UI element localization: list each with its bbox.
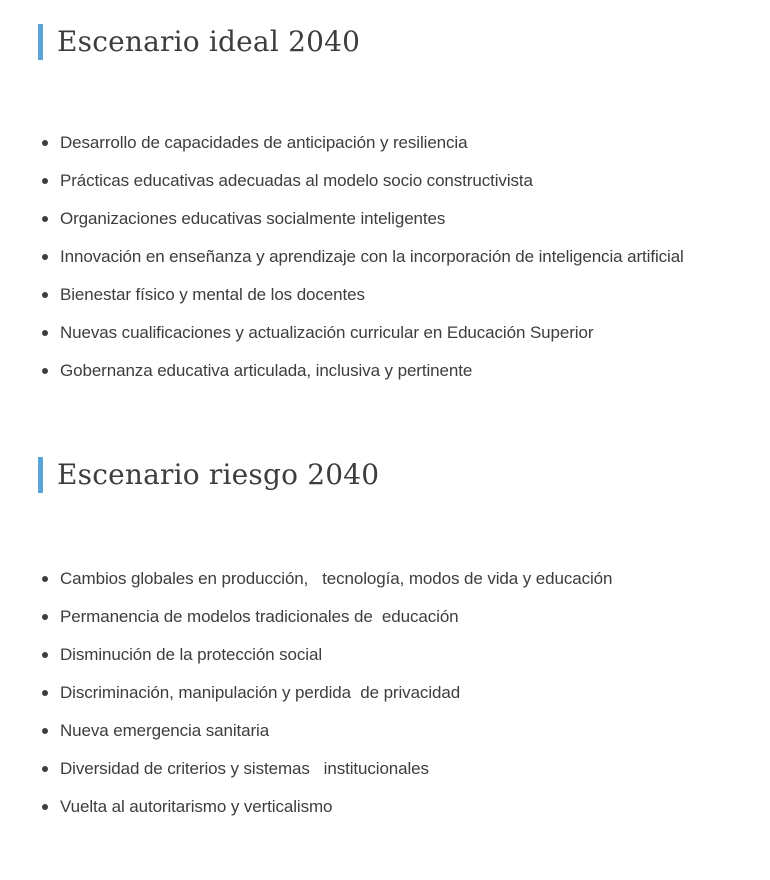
list-item: Vuelta al autoritarismo y verticalismo xyxy=(40,788,770,826)
heading-accent-bar xyxy=(38,24,43,60)
list-item: Disminución de la protección social xyxy=(40,636,770,674)
section-ideal-heading-text: Escenario ideal 2040 xyxy=(57,25,361,58)
list-item: Bienestar físico y mental de los docentes xyxy=(40,276,770,314)
list-item: Gobernanza educativa articulada, inclusiva y pertinente xyxy=(40,352,770,390)
list-item: Nueva emergencia sanitaria xyxy=(40,712,770,750)
list-item: Organizaciones educativas socialmente inteligentes xyxy=(40,200,770,238)
document-page xyxy=(0,24,770,826)
section-escenario-ideal xyxy=(0,24,770,390)
list-item: Cambios globales en producción, tecnología, modos de vida y educación xyxy=(40,560,770,598)
section-riesgo-heading xyxy=(38,457,770,493)
list-item: Permanencia de modelos tradicionales de educación xyxy=(40,598,770,636)
list-item: Nuevas cualificaciones y actualización curricular en Educación Superior xyxy=(40,314,770,352)
section-riesgo-list xyxy=(40,560,770,826)
list-item: Desarrollo de capacidades de anticipación y resiliencia xyxy=(40,124,770,162)
list-item: Prácticas educativas adecuadas al modelo socio constructivista xyxy=(40,162,770,200)
list-item: Diversidad de criterios y sistemas institucionales xyxy=(40,750,770,788)
section-escenario-riesgo xyxy=(0,457,770,826)
list-item: Innovación en enseñanza y aprendizaje con la incorporación de inteligencia artificial xyxy=(40,238,770,276)
section-ideal-list xyxy=(40,124,770,390)
list-item: Discriminación, manipulación y perdida de privacidad xyxy=(40,674,770,712)
heading-accent-bar xyxy=(38,457,43,493)
section-ideal-heading xyxy=(38,24,770,60)
section-riesgo-heading-text: Escenario riesgo 2040 xyxy=(57,458,380,491)
